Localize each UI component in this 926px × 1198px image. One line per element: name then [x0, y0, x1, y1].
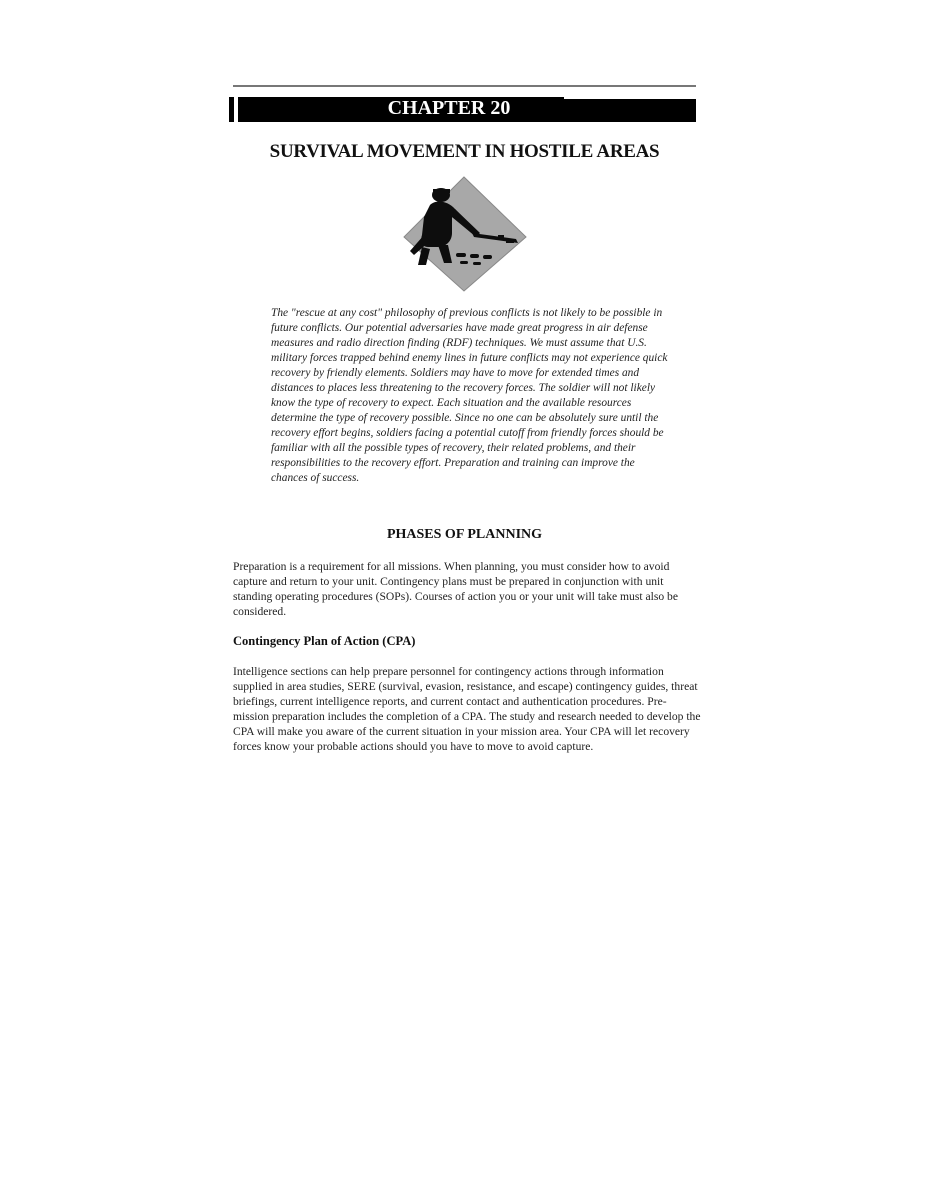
chapter-bar-right — [564, 99, 696, 122]
intro-paragraph — [271, 306, 671, 486]
section-heading-phases: PHASES OF PLANNING — [386, 527, 543, 542]
soldier-planning-emblem-icon — [400, 175, 530, 293]
cpa-paragraph — [233, 664, 701, 754]
chapter-title: SURVIVAL MOVEMENT IN HOSTILE AREAS — [269, 141, 660, 162]
phases-body-text: Preparation is a requirement for all missions. When planning, you must consider how to avoid capture and return to your unit. Contingency plans must be prepared in conjunction with unit standing operating procedures (SOPs). Courses of action you or your unit will take must also be considered. — [233, 560, 678, 618]
subheading-cpa: Contingency Plan of Action (CPA) — [233, 634, 416, 648]
intro-text: The "rescue at any cost" philosophy of previous conflicts is not likely to be possible in future conflicts. Our potential adversaries have made great progress in air defense measures and radio direction finding (RDF) techniques. We must assume that U.S. military forces trapped behind enemy lines in future conflicts may not experience quick recovery by friendly elements. Soldiers may have to move for extended times and distances to places less threatening to the recovery forces. The soldier will not likely know the type of recovery to expect. Each situation and the available resources determine the type of recovery possible. Since no one can be absolutely sure until the recovery effort begins, soldiers facing a potential cutoff from friendly forces should be familiar with all the possible types of recovery, their related problems, and their responsibilities to the recovery effort. Preparation and training can improve the chances of success. — [271, 307, 668, 484]
chapter-header-bar — [229, 94, 696, 122]
cpa-body-text: Intelligence sections can help prepare personnel for contingency actions through information supplied in area studies, SERE (survival, evasion, resistance, and escape) contingency guides, threat briefings, current intelligence reports, and current contact and authentication procedures. Pre-mission preparation includes the completion of a CPA. The study and research needed to develop the CPA will make you aware of the current situation in your mission area. Your CPA will let recovery forces know your probable actions should you have to move to avoid capture. — [233, 665, 701, 753]
chapter-bar-notch — [234, 97, 238, 122]
chapter-label: CHAPTER 20 — [387, 97, 511, 119]
phases-paragraph — [233, 559, 701, 619]
top-rule — [233, 85, 696, 87]
